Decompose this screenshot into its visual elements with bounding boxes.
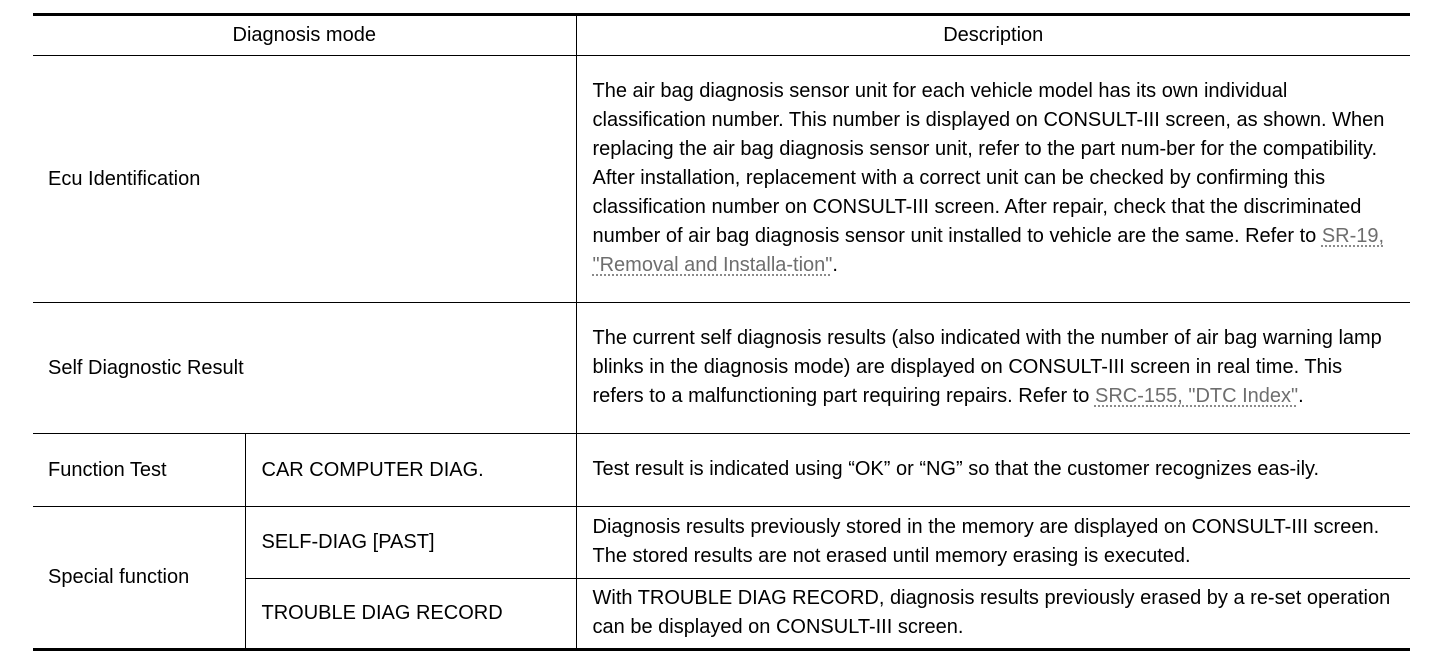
- description-cell: [576, 56, 1410, 303]
- description-end: .: [832, 254, 838, 276]
- submode-self-diag-past: SELF-DIAG [PAST]: [245, 507, 576, 579]
- mode-special-function: Special function: [33, 507, 245, 650]
- header-row: [33, 15, 1410, 56]
- mode-function-test: Function Test: [33, 434, 245, 507]
- diagnosis-mode-table: [33, 13, 1410, 651]
- description-text: The air bag diagnosis sensor unit for each vehicle model has its own individual classification number. This number is displayed on CONSULT-III screen, as shown. When replacing the air bag diagnosis sensor unit, refer to the part num-ber for the compatibility. After installation, replacement with a correct unit can be checked by confirming this classification number on CONSULT-III screen. After repair, check that the discriminated number of air bag diagnosis sensor unit installed to vehicle are the same. Refer to: [592, 80, 1385, 247]
- header-diagnosis-mode: Diagnosis mode: [33, 15, 576, 56]
- table-row: [33, 434, 1410, 507]
- mode-self-diagnostic-result: Self Diagnostic Result: [33, 303, 576, 434]
- description-end: .: [1298, 385, 1304, 407]
- link-src-155-dtc-index[interactable]: SRC-155, "DTC Index": [1094, 385, 1299, 407]
- table-row: [33, 507, 1410, 579]
- description-cell: [576, 303, 1410, 434]
- header-description: Description: [576, 15, 1410, 56]
- submode-trouble-diag-record: TROUBLE DIAG RECORD: [245, 579, 576, 650]
- description-cell: Test result is indicated using “OK” or “NG” so that the customer recognizes eas-ily.: [576, 434, 1410, 507]
- description-text: The current self diagnosis results (also indicated with the number of air bag warning lamp blinks in the diagnosis mode) are displayed on CONSULT-III screen in real time. This refers to a malfunctioning part requiring repairs. Refer to: [592, 327, 1382, 407]
- link-sr-19-removal-installation[interactable]: SR-19, "Removal and Installa-tion": [592, 225, 1385, 276]
- table-row: [33, 56, 1410, 303]
- description-cell: With TROUBLE DIAG RECORD, diagnosis results previously erased by a re-set operation can be displayed on CONSULT-III screen.: [576, 579, 1410, 650]
- table-row: [33, 303, 1410, 434]
- mode-ecu-identification: Ecu Identification: [33, 56, 576, 303]
- description-cell: Diagnosis results previously stored in the memory are displayed on CONSULT-III screen. The stored results are not erased until memory erasing is executed.: [576, 507, 1410, 579]
- submode-car-computer-diag: CAR COMPUTER DIAG.: [245, 434, 576, 507]
